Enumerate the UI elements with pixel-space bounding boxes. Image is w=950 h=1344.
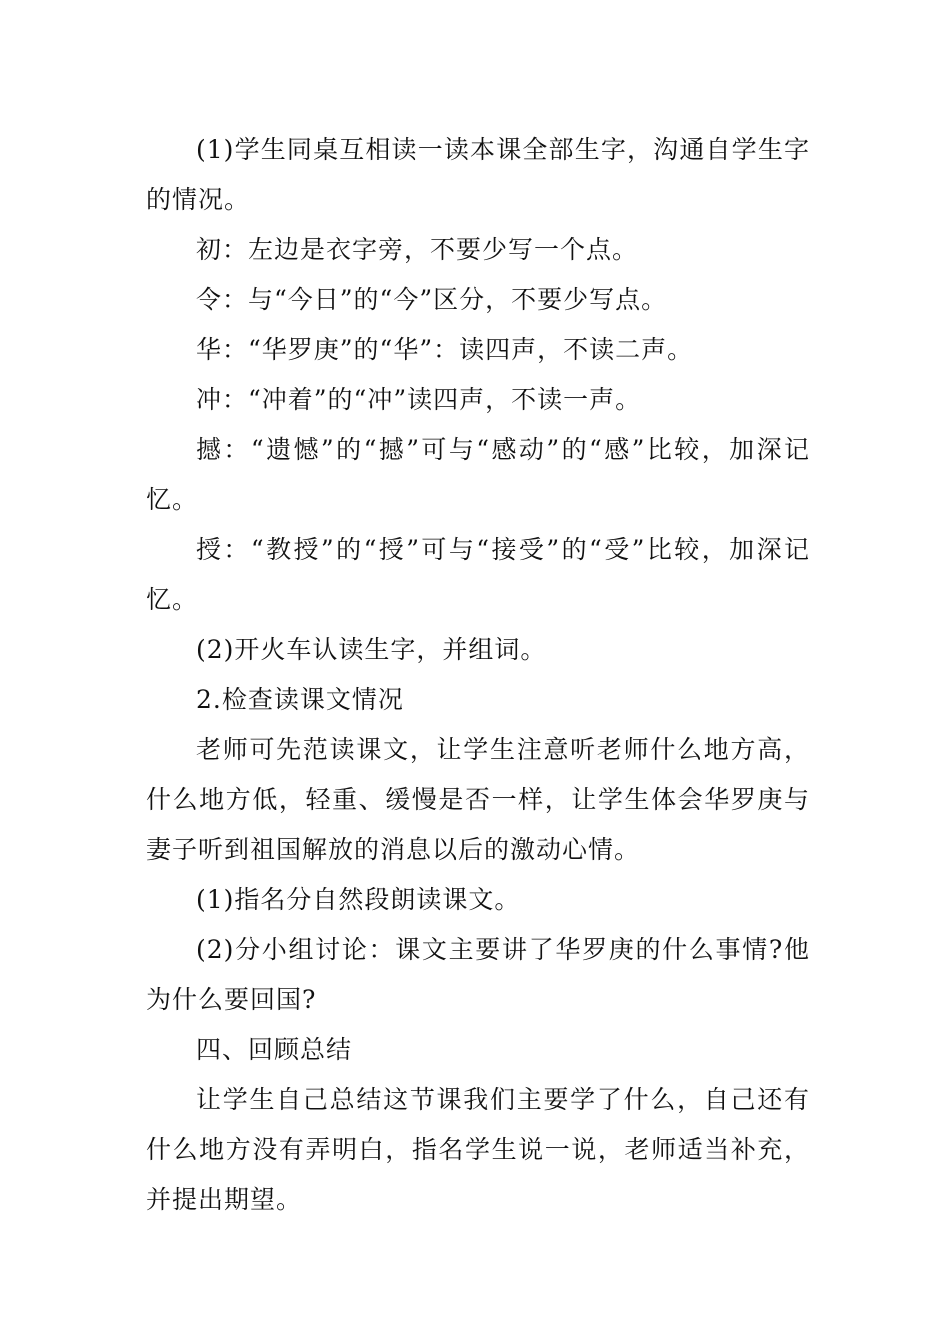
- paragraph-char-shou: 授：“教授”的“授”可与“接受”的“受”比较，加深记忆。: [146, 535, 810, 614]
- paragraph-teacher-model-reading: 老师可先范读课文，让学生注意听老师什么地方高，什么地方低，轻重、缓慢是否一样，让学生体会华罗庚与妻子听到祖国解放的消息以后的激动心情。: [146, 735, 810, 864]
- paragraph-group-discussion: (2)分小组讨论：课文主要讲了华罗庚的什么事情?他为什么要回国?: [146, 935, 810, 1014]
- paragraph-char-chu: 初：左边是衣字旁，不要少写一个点。: [196, 235, 639, 264]
- paragraph-train-reading: (2)开火车认读生字，并组词。: [196, 635, 547, 664]
- document-body: [146, 125, 810, 1225]
- paragraph-read-characters: (1)学生同桌互相读一读本课全部生字，沟通自学生字的情况。: [146, 135, 810, 214]
- paragraph-char-chong: 冲：“冲着”的“冲”读四声，不读一声。: [196, 385, 642, 414]
- paragraph-char-han: 撼：“遗憾”的“撼”可与“感动”的“感”比较，加深记忆。: [146, 435, 810, 514]
- paragraph-char-hua: 华：“华罗庚”的“华”：读四声，不读二声。: [196, 335, 694, 364]
- paragraph-read-aloud: (1)指名分自然段朗读课文。: [196, 885, 521, 914]
- paragraph-student-summary: 让学生自己总结这节课我们主要学了什么，自己还有什么地方没有弄明白，指名学生说一说，老师适当补充，并提出期望。: [146, 1085, 810, 1214]
- section-heading-check-reading: 2.检查读课文情况: [196, 685, 404, 714]
- paragraph-char-ling: 令：与“今日”的“今”区分，不要少写点。: [196, 285, 668, 314]
- section-heading-review-summary: 四、回顾总结: [196, 1035, 353, 1064]
